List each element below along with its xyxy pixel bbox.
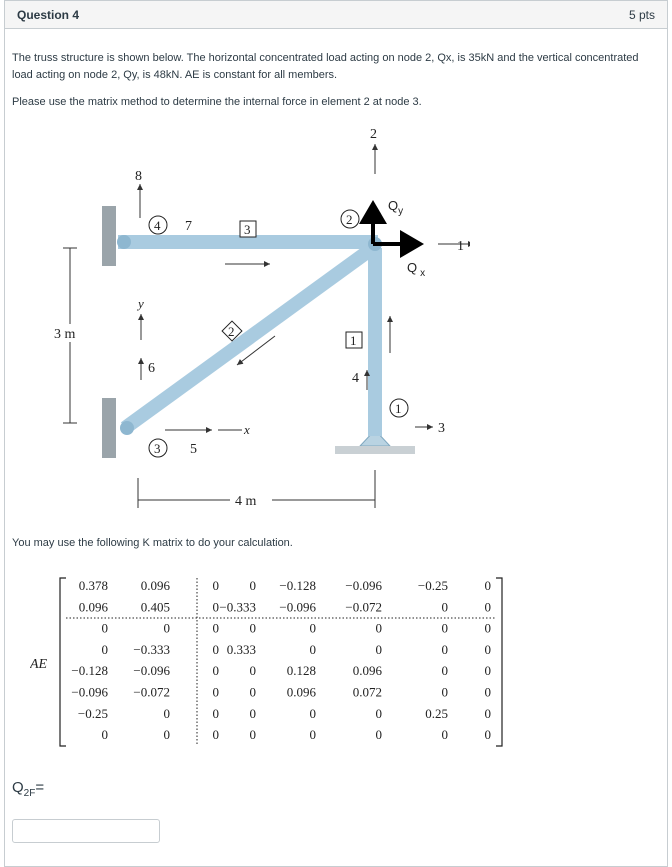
matrix-prefix: AE: [30, 657, 48, 672]
matrix-cell: 0: [309, 641, 316, 657]
matrix-cell: 0: [309, 727, 316, 743]
dof3-label: 3: [438, 421, 445, 436]
matrix-cell: 0: [249, 727, 256, 743]
matrix-cell: 0: [484, 599, 491, 615]
question-text-1: The truss structure is shown below. The horizontal concentrated load acting on node 2, Qx, is 35kN and the vertical concentrated load acting on node 2, Qy, is 48kN. AE is constant for all members.: [12, 52, 639, 81]
matrix-cell: 0: [212, 599, 219, 615]
load-qx-label: Q $_x$: [407, 260, 426, 279]
height-label: 3 m: [54, 327, 76, 342]
dof6-label: 6: [148, 361, 155, 376]
matrix-cell: 0.333: [226, 641, 256, 657]
width-label: 4 m: [235, 494, 257, 509]
matrix-cell: 0: [484, 684, 491, 700]
matrix-cell: 0: [101, 641, 108, 657]
matrix-bracket-left: [60, 578, 66, 746]
question-text-3: You may use the following K matrix to do your calculation.: [12, 537, 293, 549]
matrix-cell: −0.096: [345, 578, 382, 593]
dof4-label: 4: [352, 371, 359, 386]
matrix-cell: 0: [484, 705, 491, 721]
node1-label: 1: [395, 401, 402, 416]
node3-label: 3: [154, 441, 161, 456]
wall-support-top: [102, 206, 116, 266]
matrix-cell: 0: [441, 641, 448, 657]
matrix-cell: −0.333: [219, 599, 256, 615]
matrix-cell: 0: [484, 578, 491, 593]
axis-x-label: x: [244, 422, 250, 437]
matrix-cell: 0.096: [286, 684, 316, 700]
dof2-label: 2: [370, 127, 377, 142]
matrix-cell: −0.072: [345, 599, 382, 615]
matrix-cell: 0: [375, 641, 382, 657]
matrix-cell: 0.405: [140, 599, 170, 615]
matrix-cell: 0.25: [425, 705, 448, 721]
matrix-cell: 0.128: [286, 663, 316, 679]
matrix-cell: 0.096: [78, 599, 108, 615]
matrix-cell: 0: [212, 620, 219, 636]
matrix-cell: 0: [163, 705, 170, 721]
question-text-2: Please use the matrix method to determine the internal force in element 2 at node 3.: [12, 96, 422, 108]
matrix-cell: 0: [212, 641, 219, 657]
matrix-cell: 0: [375, 727, 382, 743]
matrix-cell: 0: [212, 705, 219, 721]
ground-node1: [335, 446, 415, 454]
matrix-cell: 0: [212, 663, 219, 679]
truss-figure: [30, 118, 470, 518]
matrix-cell: 0: [375, 620, 382, 636]
matrix-cell: 0: [484, 620, 491, 636]
k-matrix: [30, 574, 530, 750]
matrix-cell: 0: [375, 705, 382, 721]
matrix-cell: −0.128: [71, 663, 108, 679]
matrix-cell: 0: [163, 727, 170, 743]
dof1-label: 1: [457, 239, 464, 254]
matrix-cell: −0.096: [71, 684, 108, 700]
matrix-cell: 0: [212, 727, 219, 743]
matrix-cell: −0.096: [279, 599, 316, 615]
matrix-cell: 0: [101, 620, 108, 636]
matrix-cell: 0.096: [140, 578, 170, 593]
matrix-cell: 0: [441, 663, 448, 679]
dof5-label: 5: [190, 442, 197, 457]
matrix-cell: 0: [484, 727, 491, 743]
elem2-label: 2: [228, 324, 235, 339]
matrix-cell: −0.25: [417, 578, 448, 593]
matrix-cell: 0: [212, 578, 219, 593]
node-3-joint: [120, 421, 134, 435]
node4-label: 4: [154, 218, 161, 233]
matrix-cell: 0: [212, 684, 219, 700]
matrix-cell: 0: [249, 620, 256, 636]
question-header: [5, 1, 667, 29]
answer-label: $Q_{2F}=$: [12, 779, 45, 799]
matrix-cell: 0: [484, 663, 491, 679]
matrix-cell: 0.378: [78, 578, 108, 593]
elem1-label: 1: [350, 333, 357, 348]
matrix-cells: [71, 578, 491, 742]
matrix-cell: 0: [309, 620, 316, 636]
wall-support-bottom: [102, 398, 116, 458]
question-points: 5 pts: [628, 7, 655, 22]
matrix-cell: −0.333: [133, 641, 170, 657]
matrix-cell: 0: [484, 641, 491, 657]
matrix-cell: −0.128: [279, 578, 316, 593]
matrix-cell: 0: [163, 620, 170, 636]
matrix-bracket-right: [496, 578, 502, 746]
axis-y-label: y: [138, 296, 144, 311]
matrix-cell: −0.072: [133, 684, 170, 700]
matrix-cell: 0: [249, 578, 256, 593]
matrix-cell: 0: [249, 705, 256, 721]
node2-label: 2: [346, 212, 353, 227]
matrix-cell: 0: [441, 620, 448, 636]
elem3-label: 3: [244, 222, 251, 237]
member-2: [125, 250, 370, 428]
question-title: Question 4: [17, 7, 80, 22]
matrix-cell: −0.25: [77, 705, 108, 721]
load-qy-label: $Q_y$: [388, 198, 404, 217]
matrix-cell: 0: [101, 727, 108, 743]
matrix-cell: 0: [441, 599, 448, 615]
matrix-cell: 0: [441, 684, 448, 700]
matrix-cell: 0.072: [352, 684, 382, 700]
answer-input[interactable]: [12, 819, 160, 843]
matrix-cell: 0: [441, 727, 448, 743]
matrix-cell: 0: [249, 684, 256, 700]
matrix-cell: 0.096: [352, 663, 382, 679]
dof7-label: 7: [185, 219, 192, 234]
matrix-cell: 0: [249, 663, 256, 679]
matrix-cell: −0.096: [133, 663, 170, 679]
node-4-joint: [117, 235, 131, 249]
matrix-cell: 0: [309, 705, 316, 721]
dof8-label: 8: [135, 169, 142, 184]
